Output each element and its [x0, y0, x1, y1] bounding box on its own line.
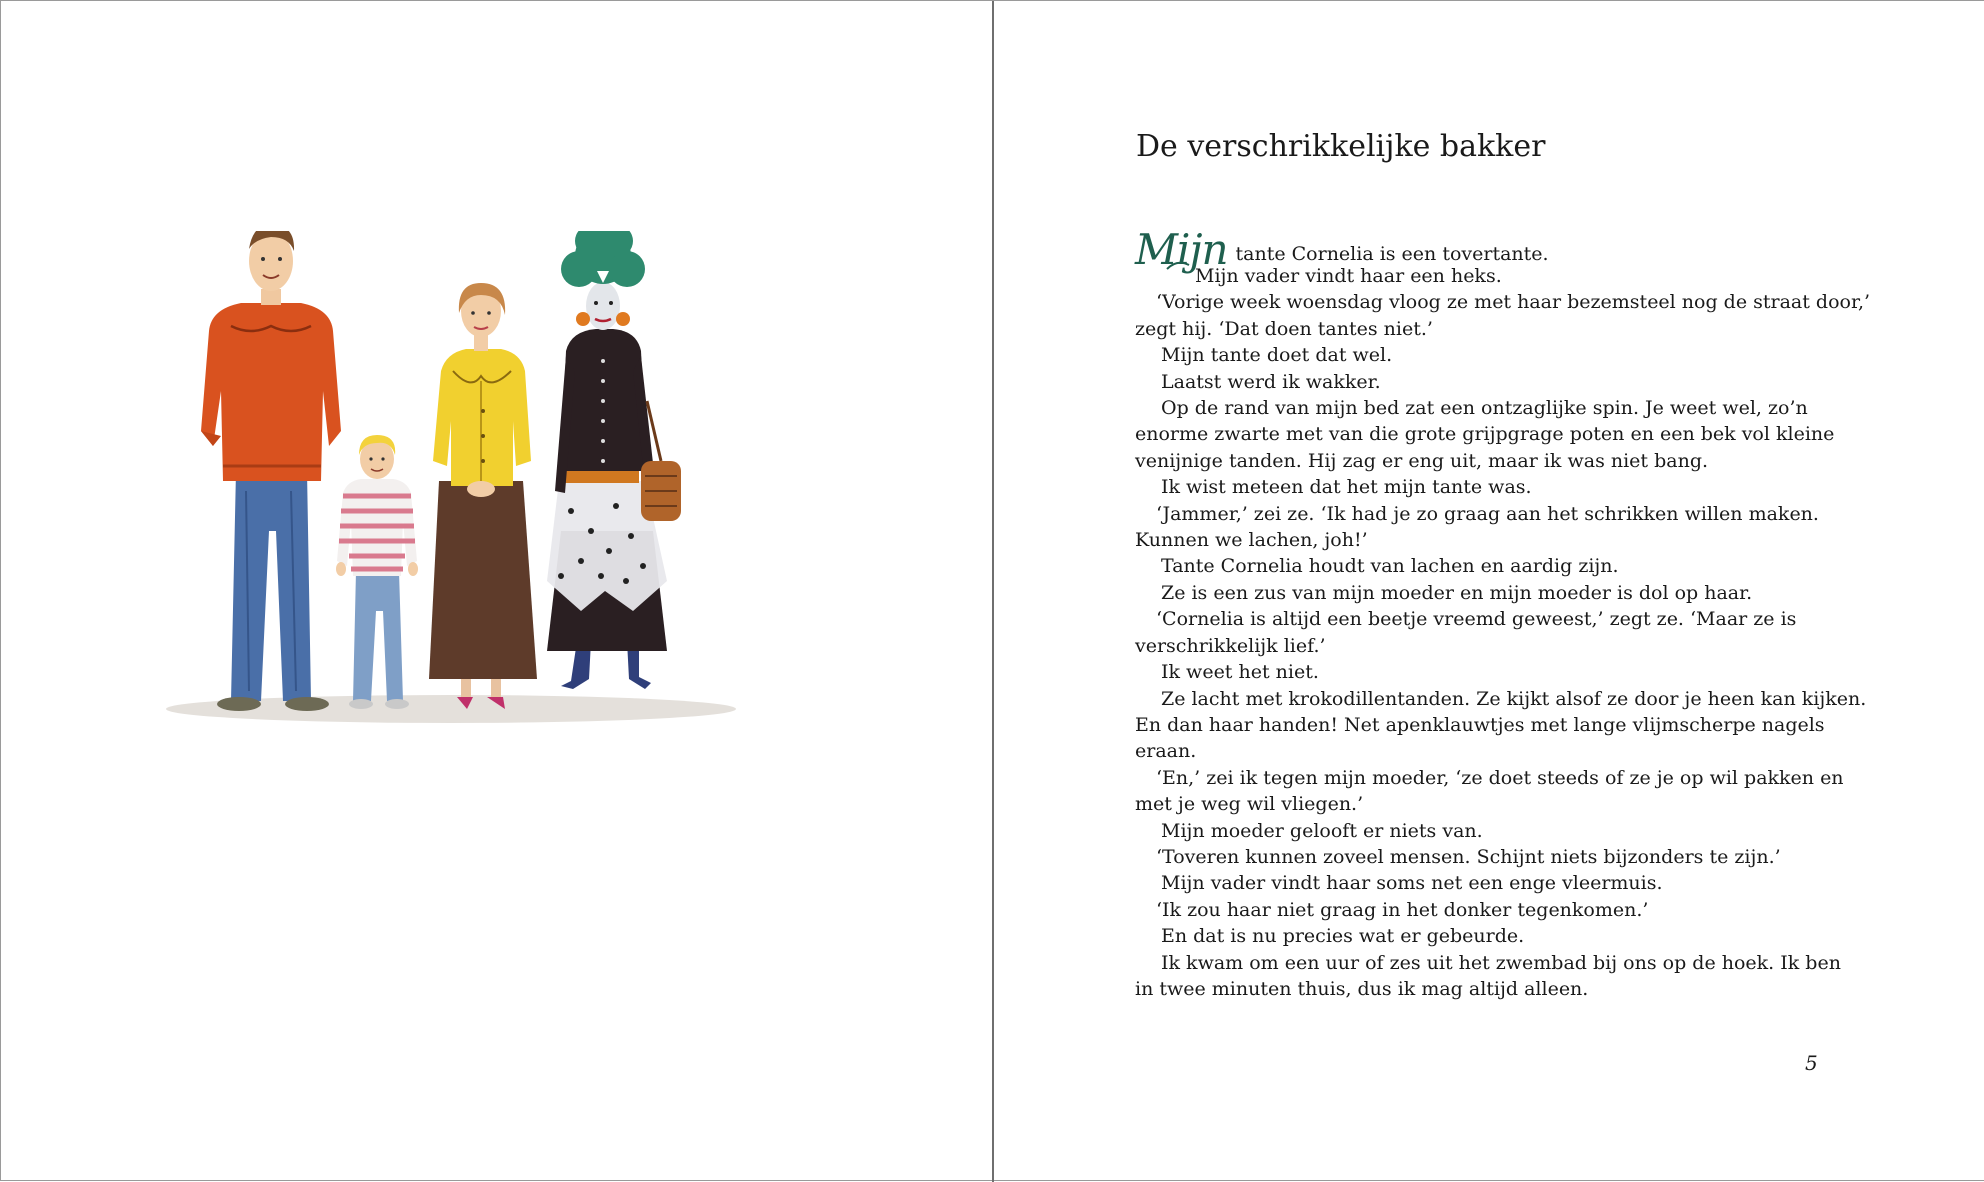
right-page	[994, 1, 1984, 1182]
text-line: ‘Ik zou haar niet graag in het donker tegenkomen.’	[1156, 898, 1649, 921]
text-line: eraan.	[1135, 740, 1197, 763]
page-number: 5	[1805, 1051, 1818, 1075]
text-line: Ze is een zus van mijn moeder en mijn moeder is dol op haar.	[1161, 581, 1753, 604]
text-line: verschrikkelijk lief.’	[1135, 634, 1326, 657]
text-line: enorme zwarte met van die grote grijpgrage poten en een bek vol kleine	[1135, 423, 1835, 446]
text-line: ‘Toveren kunnen zoveel mensen. Schijnt niets bijzonders te zijn.’	[1156, 845, 1781, 868]
family-illustration	[161, 231, 761, 731]
mother-figure	[429, 283, 537, 709]
text-line: ‘Vorige week woensdag vloog ze met haar bezemsteel nog de straat door,’	[1156, 291, 1871, 314]
text-line: in twee minuten thuis, dus ik mag altijd alleen.	[1135, 977, 1589, 1000]
text-line: Mijn moeder gelooft er niets van.	[1161, 819, 1483, 842]
chapter-title: De verschrikkelijke bakker	[1136, 129, 1546, 164]
chapter-text	[1135, 225, 1875, 1002]
text-line: Mijn tante doet dat wel.	[1161, 344, 1393, 367]
text-line: Mijn vader vindt haar een heks.	[1195, 265, 1502, 287]
text-line: venijnige tanden. Hij zag er eng uit, maar ik was niet bang.	[1135, 449, 1709, 472]
text-line: Mijn vader vindt haar soms net een enge vleermuis.	[1161, 872, 1663, 895]
text-line: ‘Cornelia is altijd een beetje vreemd geweest,’ zegt ze. ‘Maar ze is	[1156, 608, 1797, 631]
text-line: ‘Jammer,’ zei ze. ‘Ik had je zo graag aan het schrikken willen maken.	[1156, 502, 1819, 525]
text-line: En dat is nu precies wat er gebeurde.	[1161, 925, 1525, 948]
text-line: zegt hij. ‘Dat doen tantes niet.’	[1135, 317, 1433, 340]
text-line: Op de rand van mijn bed zat een ontzaglijke spin. Je weet wel, zo’n	[1161, 397, 1808, 420]
first-line	[1135, 225, 1875, 274]
text-line: En dan haar handen! Net apenklauwtjes met lange vlijmscherpe nagels	[1135, 713, 1825, 736]
text-line: Laatst werd ik wakker.	[1161, 370, 1381, 393]
text-line: tante Cornelia is een tovertante.	[1235, 243, 1549, 265]
text-line: Kunnen we lachen, joh!’	[1135, 529, 1368, 552]
text-line: ‘En,’ zei ik tegen mijn moeder, ‘ze doet steeds of ze je op wil pakken en	[1156, 766, 1844, 789]
dropcap: Mijn	[1135, 225, 1228, 274]
text-line: Ik weet het niet.	[1161, 661, 1319, 684]
text-line: Ik kwam om een uur of zes uit het zwembad bij ons op de hoek. Ik ben	[1161, 951, 1841, 974]
father-figure	[201, 231, 341, 711]
text-line: Ze lacht met krokodillentanden. Ze kijkt alsof ze door je heen kan kijken.	[1161, 687, 1867, 710]
dropcap-flourish-icon	[1165, 253, 1205, 273]
boy-figure	[336, 435, 418, 709]
aunt-cornelia-figure	[547, 231, 681, 689]
text-line: met je weg wil vliegen.’	[1135, 793, 1364, 816]
text-line: Ik wist meteen dat het mijn tante was.	[1161, 476, 1532, 499]
left-page	[1, 1, 992, 1182]
text-line: Tante Cornelia houdt van lachen en aardig zijn.	[1161, 555, 1619, 578]
